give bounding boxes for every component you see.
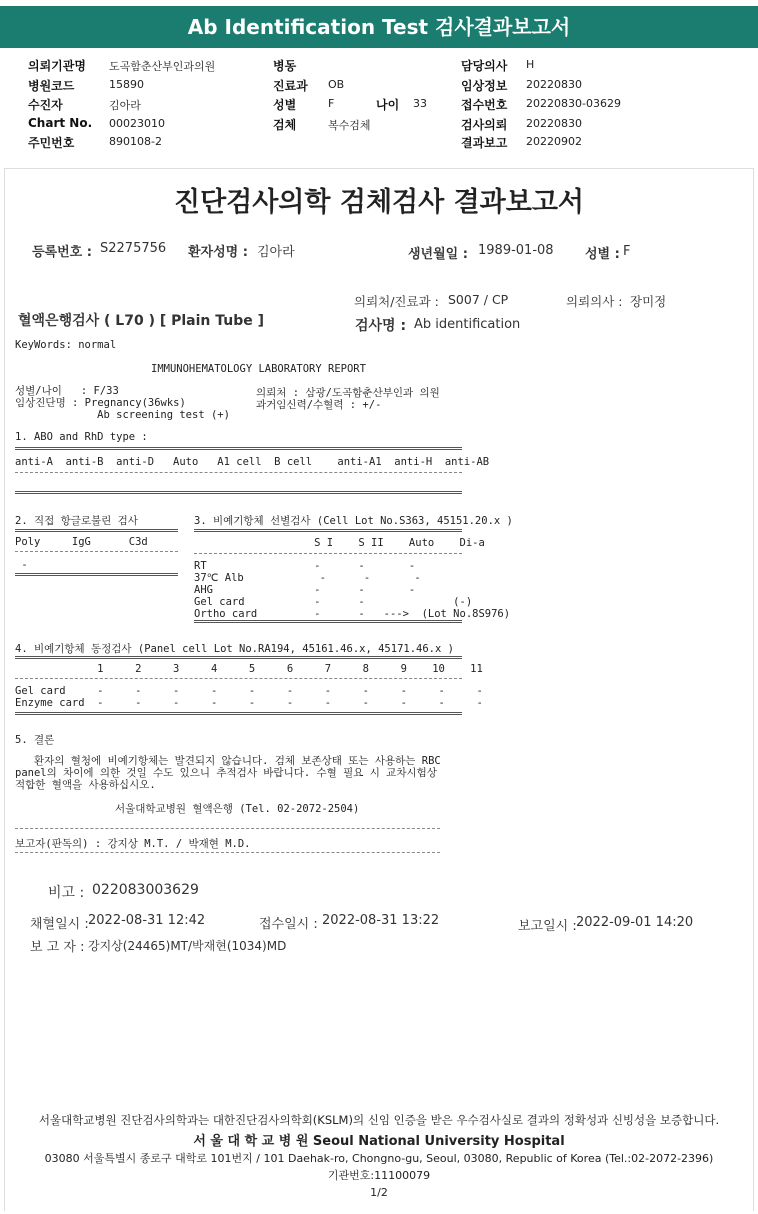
- lab-report-title: IMMUNOHEMATOLOGY LABORATORY REPORT: [151, 363, 366, 375]
- divider: [15, 828, 440, 829]
- section3-header: S I S II Auto Di-a: [194, 537, 485, 549]
- header-label: 병동: [273, 59, 297, 73]
- header-label: 접수번호: [461, 98, 508, 112]
- section2-title: 2. 직접 항글로불린 검사: [15, 515, 138, 527]
- patient-name-label: 환자성명 :: [188, 245, 248, 260]
- test-group: 혈액은행검사 ( L70 ) [ Plain Tube ]: [18, 313, 265, 329]
- header-value: 20220830-03629: [526, 97, 621, 110]
- doctor-value: 장미정: [630, 294, 667, 309]
- header-value: 20220902: [526, 135, 582, 148]
- report-header-title: Ab Identification Test 검사결과보고서: [0, 6, 758, 48]
- doctor-label: 의뢰의사 :: [566, 294, 623, 309]
- report-title: 진단검사의학 검체검사 결과보고서: [173, 187, 585, 218]
- divider: [194, 553, 462, 554]
- section2-header: Poly IgG C3d: [15, 536, 148, 548]
- birthdate-value: 1989-01-08: [478, 243, 554, 258]
- divider: [15, 447, 462, 450]
- registration-value: S2275756: [100, 241, 167, 256]
- header-value: 복수검체: [328, 119, 371, 132]
- keywords: KeyWords: normal: [15, 339, 117, 351]
- header-label: 진료과: [273, 79, 308, 93]
- header-label: 검사의뢰: [461, 118, 508, 132]
- reporter-line: 보고자(판독의) : 강지상 M.T. / 박재현 M.D.: [15, 838, 251, 850]
- header-label: 나이: [376, 98, 400, 112]
- divider: [15, 712, 462, 715]
- sex-value: F: [623, 244, 631, 259]
- divider: [15, 656, 462, 659]
- header-label: 성별: [273, 98, 297, 112]
- divider: [15, 529, 178, 532]
- certification-text: 서울대학교병원 진단검사의학과는 대한진단검사의학회(KSLM)의 신임 인증을 받은 우수검사실로 결과의 정확성과 신빙성을 보증합니다.: [38, 1113, 720, 1127]
- header-label: 주민번호: [28, 136, 75, 150]
- section5-title: 5. 결론: [15, 734, 55, 746]
- header-label: 담당의사: [461, 59, 508, 73]
- divider: [194, 620, 462, 623]
- header-label: 결과보고: [461, 136, 508, 150]
- header-value: 도곡함춘산부인과의원: [109, 60, 216, 73]
- note-value: 022083003629: [92, 882, 199, 898]
- hospital-address: 03080 서울특별시 종로구 대학로 101번지 / 101 Daehak-ro, Chongno-gu, Seoul, 03080, Republic of Korea (Tel.:02-2072-2396): [44, 1152, 714, 1165]
- reporter-label: 보 고 자 :: [30, 940, 85, 955]
- collected-label: 채혈일시 :: [30, 917, 89, 932]
- header-value: 20220830: [526, 117, 582, 130]
- patient-info-right: 의뢰처 : 삼광/도곡함춘산부인과 의원 과거임신력/수혈력 : +/-: [256, 387, 440, 411]
- section4-title: 4. 비예기항체 동정검사 (Panel cell Lot No.RA194, 45161.46.x, 45171.46.x ): [15, 643, 454, 655]
- hospital-line: 서울대학교병원 혈액은행 (Tel. 02-2072-2504): [115, 803, 360, 815]
- header-value: 김아라: [109, 99, 141, 112]
- page-number: 1/2: [370, 1186, 388, 1199]
- test-name-value: Ab identification: [414, 317, 521, 332]
- hospital-name-en: Seoul National University Hospital: [312, 1134, 565, 1149]
- header-label: 수진자: [28, 98, 63, 112]
- conclusion-text: 환자의 혈청에 비예기항체는 발견되지 않습니다. 검체 보존상태 또는 사용하는 RBC panel의 차이에 의한 것일 수도 있으니 추적검사 바랍니다. 수혈 필요 시 교차시험상 적합한 혈액을 사용하십시오.: [15, 755, 441, 791]
- header-label: 검체: [273, 118, 297, 132]
- header-value: H: [526, 58, 535, 71]
- section4-rows: Gel card - - - - - - - - - - - Enzyme card - - - - - - - - - - -: [15, 685, 483, 709]
- collected-value: 2022-08-31 12:42: [88, 913, 206, 928]
- header-label: 임상정보: [461, 79, 508, 93]
- section4-header: 1 2 3 4 5 6 7 8 9 10 11: [15, 663, 483, 675]
- organization-number: 기관번호:11100079: [327, 1169, 431, 1182]
- reported-value: 2022-09-01 14:20: [576, 915, 694, 930]
- divider: [15, 472, 462, 473]
- hospital-name: [0, 1130, 758, 1149]
- section3-title: 3. 비예기항체 선별검사 (Cell Lot No.S363, 45151.20.x ): [194, 515, 513, 527]
- section1-header: anti-A anti-B anti-D Auto A1 cell B cell anti-A1 anti-H anti-AB: [15, 456, 490, 468]
- divider: [15, 491, 462, 494]
- divider: [15, 678, 462, 679]
- received-label: 접수일시 :: [259, 917, 318, 932]
- section3-rows: RT - - - 37℃ Alb - - - AHG - - - Gel card - - (-) Ortho card - - ---> (Lot No.8S976): [194, 560, 511, 620]
- header-label: 의뢰기관명: [28, 59, 86, 73]
- dept-label: 의뢰처/진료과 :: [354, 294, 439, 309]
- section1-title: 1. ABO and RhD type :: [15, 431, 148, 443]
- header-label: Chart No.: [28, 116, 93, 130]
- header-value: F: [328, 97, 335, 110]
- registration-label: 등록번호 :: [32, 245, 92, 260]
- section2-value: -: [15, 559, 28, 571]
- divider: [194, 529, 462, 532]
- hospital-name-kr: 서 울 대 학 교 병 원: [193, 1134, 309, 1149]
- header-value: 890108-2: [109, 135, 162, 148]
- header-label: 병원코드: [28, 79, 75, 93]
- dept-value: S007 / CP: [448, 292, 509, 307]
- test-name-label: 검사명 :: [355, 318, 407, 334]
- header-value: 15890: [109, 78, 144, 91]
- received-value: 2022-08-31 13:22: [322, 913, 440, 928]
- header-value: 33: [413, 97, 427, 110]
- header-value: 00023010: [109, 117, 165, 130]
- divider: [15, 573, 178, 576]
- header-value: 20220830: [526, 78, 582, 91]
- patient-info-left: 성별/나이 : F/33 임상진단명 : Pregnancy(36wks) Ab screening test (+): [15, 385, 230, 421]
- header-value: OB: [328, 78, 345, 91]
- reported-label: 보고일시 :: [518, 919, 577, 934]
- note-label: 비고 :: [48, 885, 85, 901]
- divider: [15, 852, 440, 853]
- reporter-value: 강지상(24465)MT/박재현(1034)MD: [88, 939, 287, 953]
- divider: [15, 551, 178, 552]
- birthdate-label: 생년월일 :: [408, 247, 468, 262]
- patient-name-value: 김아라: [257, 245, 295, 260]
- sex-label: 성별 :: [585, 247, 620, 262]
